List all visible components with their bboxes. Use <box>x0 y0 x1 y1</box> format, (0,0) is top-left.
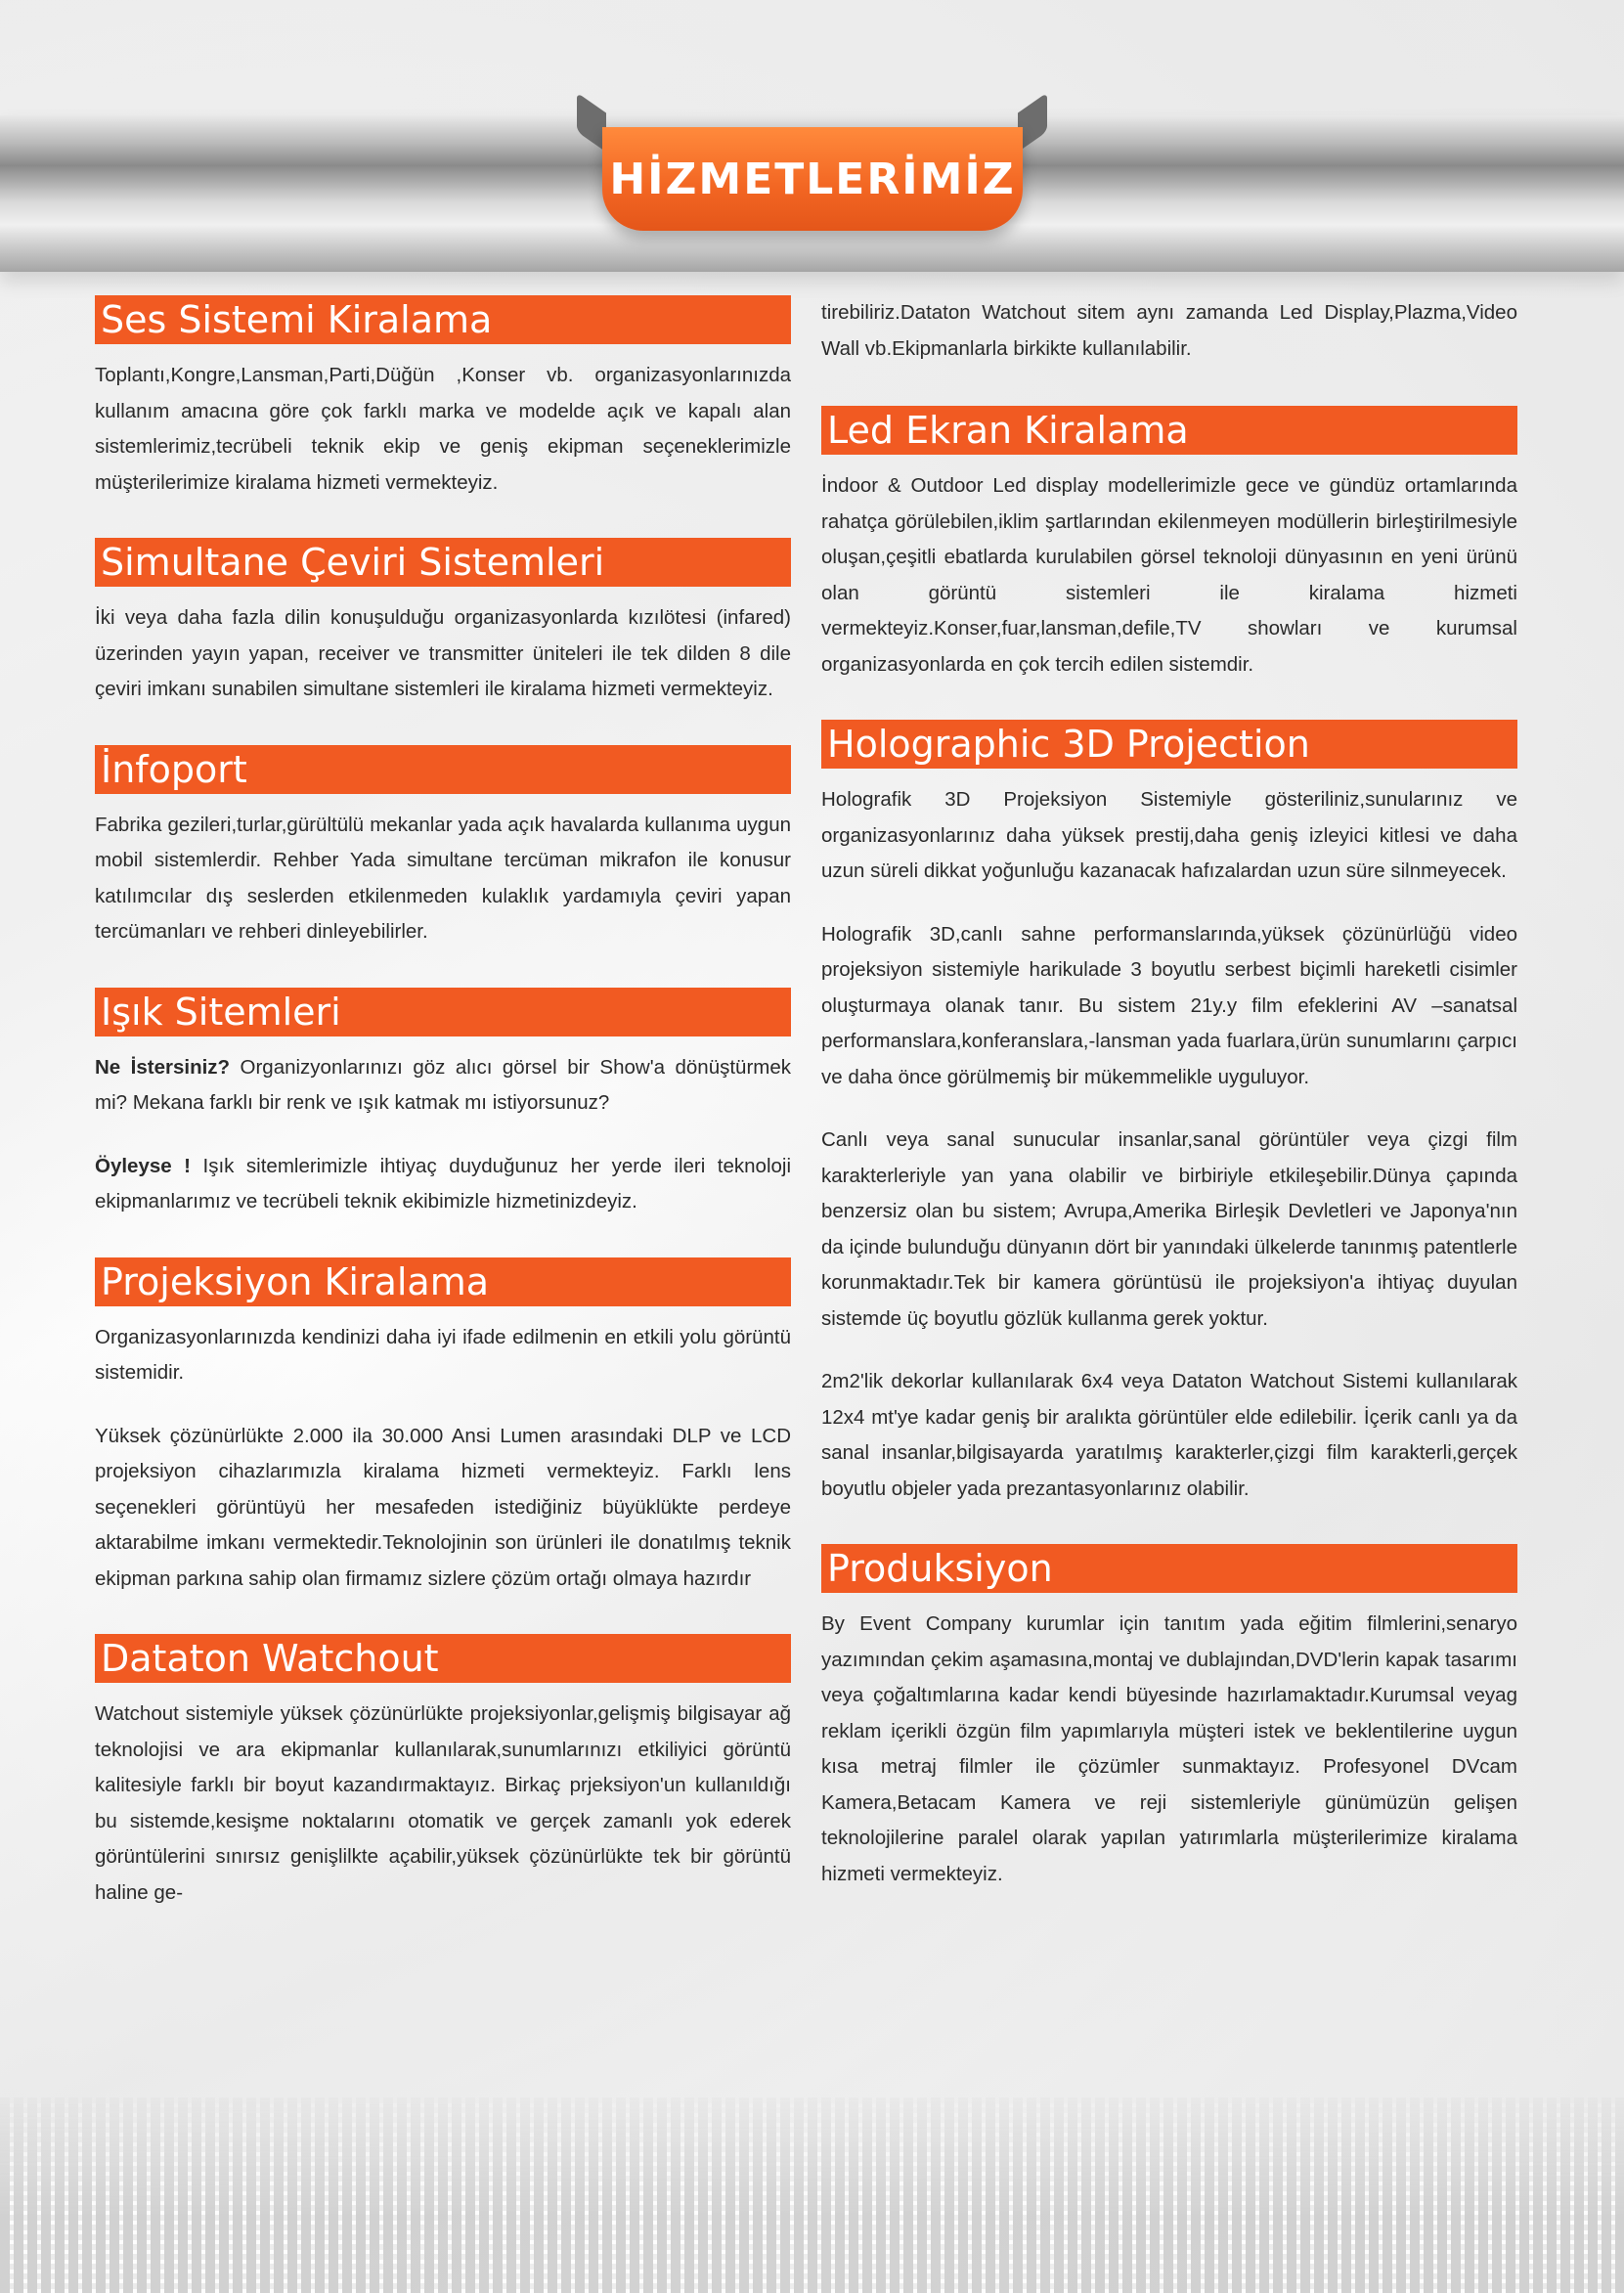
section-text: Toplantı,Kongre,Lansman,Parti,Düğün ,Konser vb. organizasyonlarınızda kullanım amacına göre çok farklı marka ve modelde açık ve kapalı alan sistemlerimiz,tecrübeli teknik ekip ve geniş ekipman seçeneklerimizle müşterilerimize kiralama hizmeti vermekteyiz. <box>95 364 791 494</box>
section-text: Canlı veya sanal sunucular insanlar,sanal görüntüler veya çizgi film karakterleriyle yan yana olabilir ve birbiriyle etkileşebilir.Dünya çapında benzersiz olan bu sistem; Avrupa,Amerika Birleşik Devletleri ve Japonya'nın da içinde bulunduğu dünyanın dört bir yanındaki ülkelerde tanınmış patentlerle korunmaktadır.Tek bir kamera görüntüsü ile projeksiyon'a ihtiyaç duyulan sistemde üç boyutlu gözlük kullanma gerek yoktur. <box>821 1128 1517 1330</box>
text-run: Organizyonlarınızı göz alıcı görsel bir Show'a dönüştürmek mi? Mekana farklı bir renk ve ışık katmak mı istiyorsunuz? <box>95 1055 791 1114</box>
section-heading: Dataton Watchout <box>95 1634 791 1683</box>
section-text: Watchout sistemiyle yüksek çözünürlükte projeksiyonlar,gelişmiş bilgisayar ağ teknolojisi ve ara ekipmanlar kullanılarak,sunumlarınızı etkiliyici görüntü kalitesiyle farklı bir boyut kazandırmaktayız. Birkaç prjeksiyon'un kullanıldığı bu sistemde,kesişme noktalarını otomatik ve gerçek zamanlı yok ederek görüntülerini sınırsız genişlilkte açabilir,yüksek çözünürlükte tek bir görüntü haline ge- <box>95 1702 791 1904</box>
section-infoport <box>95 745 791 950</box>
section-holographic <box>821 720 1517 1507</box>
section-text: İki veya daha fazla dilin konuşulduğu organizasyonlarda kızılötesi (infared) üzerinden yayın yapan, receiver ve transmitter üniteleri ile tek dilden 8 dile çeviri imkanı sunabilen simultane sistemleri ile kiralama hizmeti vermekteyiz. <box>95 606 791 700</box>
text-run: Işık sitemlerimizle ihtiyaç duyduğunuz her yerde ileri teknoloji ekipmanlarımız ve tecrübeli teknik ekibimizle hizmetinizdeyiz. <box>95 1154 792 1213</box>
equalizer-decoration <box>0 2097 1624 2293</box>
section-isik <box>95 988 791 1220</box>
title-ribbon <box>602 127 1023 231</box>
section-heading: Led Ekran Kiralama <box>821 406 1517 455</box>
section-text <box>95 1050 791 1122</box>
section-text: Organizasyonlarınızda kendinizi daha iyi ifade edilmenin en etkili yolu görüntü sistemidir. <box>95 1325 791 1384</box>
continued-text: tirebiliriz.Dataton Watchout sitem aynı zamanda Led Display,Plazma,Video Wall vb.Ekipmanlarla birkikte kullanılabilir. <box>821 301 1517 360</box>
page-title: HİZMETLERİMİZ <box>609 154 1016 204</box>
section-text: Holografik 3D,canlı sahne performanslarında,yüksek çözünürlüğü video projeksiyon sistemiyle harikulade 3 boyutlu serbest biçimli hareketli cisimler oluşturmaya olanak tanır. Bu sistem 21y.y film efeklerini AV –sanatsal performanslara,konferanslara,-lansman yada fuarlara,ürün sunumlarını çarpıcı ve daha önce görülmemiş bir mükemmelikle uyguluyor. <box>821 922 1517 1088</box>
section-led-ekran <box>821 406 1517 683</box>
section-produksiyon <box>821 1544 1517 1892</box>
section-heading: Projeksiyon Kiralama <box>95 1257 791 1306</box>
left-column <box>95 295 791 1948</box>
section-text: Holografik 3D Projeksiyon Sistemiyle gösteriliniz,sunularınız ve organizasyonlarınız daha yüksek prestij,daha geniş izleyici kitlesi ve daha uzun süreli dikkat yoğunluğu kazanacak hafızalardan uzun süre silnmeyecek. <box>821 788 1517 882</box>
section-heading: Produksiyon <box>821 1544 1517 1593</box>
section-simultane <box>95 538 791 708</box>
section-ses-sistemi <box>95 295 791 501</box>
section-heading: Ses Sistemi Kiralama <box>95 295 791 344</box>
section-heading: Işık Sitemleri <box>95 988 791 1036</box>
section-text: By Event Company kurumlar için tanıtım yada eğitim filmlerini,senaryo yazımından çekim aşamasına,montaj ve dublajından,DVD'lerin kapak tasarımı veya çoğaltımlarına kadar kendi büyesinde hazırlamaktadır.Kurumsal veyag reklam içerikli özgün film yapımlarıyla müşteri istek ve beklentilerine uygun kısa metraj filmler ile çözümler sunmaktayız. Profesyonel DVcam Kamera,Betacam Kamera ve reji sistemleriyle günümüzün gelişen teknolojilerine paralel olarak yapılan yatırımlarla müşterilerimize kiralama hizmeti vermekteyiz. <box>821 1612 1517 1885</box>
section-text: 2m2'lik dekorlar kullanılarak 6x4 veya Dataton Watchout Sistemi kullanılarak 12x4 mt'ye kadar geniş bir aralıkta görüntüler elde edilebilir. İçerik canlı ya da sanal insanlar,bilgisayarda yaratılmış karakterler,çizgi film karakterli,gerçek boyutlu objeler yada prezantasyonlarınız olabilir. <box>821 1370 1517 1500</box>
emphasis: Ne İstersiniz? <box>95 1055 231 1079</box>
section-heading: Holographic 3D Projection <box>821 720 1517 769</box>
section-dataton <box>95 1634 791 1911</box>
section-heading: İnfoport <box>95 745 791 794</box>
section-text: İndoor & Outdoor Led display modellerimizle gece ve gündüz ortamlarında rahatça görülebilen,iklim şartlarından ekilenmeyen modüllerin birleştirilmesiyle oluşan,çeşitli ebatlarda kurulabilen görsel teknoloji dünyasının en yeni ürünü olan görüntü sistemleri ile kiralama hizmeti vermekteyiz.Konser,fuar,lansman,defile,TV showları ve kurumsal organizasyonlarda en çok tercih edilen sistemdir. <box>821 474 1517 676</box>
emphasis: Öyleyse ! <box>95 1154 191 1177</box>
section-text: Fabrika gezileri,turlar,gürültülü mekanlar yada açık havalarda kullanıma uygun mobil sistemlerdir. Rehber Yada simultane tercüman mikrafon ile konusur katılımcılar dış seslerden etkilenmeden kulaklık yardamıyla çeviri yapan tercümanları ve rehberi dinleyebilirler. <box>95 813 791 943</box>
right-column <box>821 295 1517 1929</box>
section-projeksiyon <box>95 1257 791 1598</box>
section-text <box>95 1149 791 1220</box>
section-text: Yüksek çözünürlükte 2.000 ila 30.000 Ansi Lumen arasındaki DLP ve LCD projeksiyon cihazlarımızla kiralama hizmeti vermekteyiz. Farklı lens seçenekleri görüntüyü her mesafeden istediğiniz büyüklükte perdeye aktarabilme imkanı vermektedir.Teknolojinin son ürünleri ile donatılmış teknik ekipman parkına sahip olan firmamız sizlere çözüm ortağı olmaya hazırdır <box>95 1424 791 1590</box>
section-heading: Simultane Çeviri Sistemleri <box>95 538 791 587</box>
